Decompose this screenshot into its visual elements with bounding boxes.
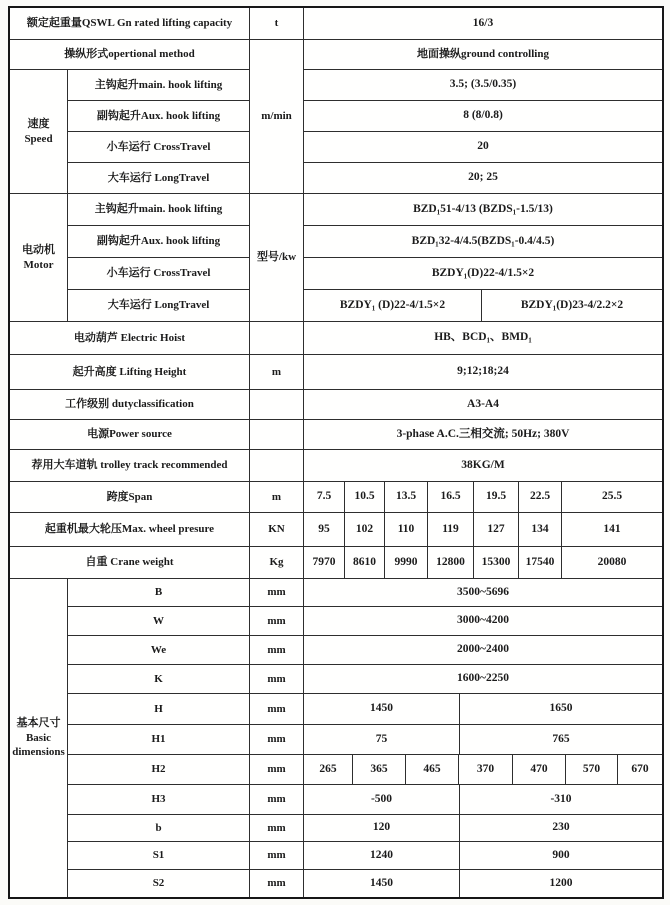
dim-label: S1 <box>68 842 250 870</box>
span-value: 13.5 <box>385 482 428 513</box>
crane-weight-value: 17540 <box>519 547 562 579</box>
crane-weight-value: 9990 <box>385 547 428 579</box>
dim-value-right: 230 <box>460 815 662 842</box>
dimensions-group-en1: Basic <box>25 731 52 744</box>
dimensions-group-en2: dimensions <box>12 746 65 759</box>
crane-weight-value: 20080 <box>562 547 662 579</box>
dim-value: 3500~5696 <box>304 579 662 607</box>
dim-value-left: 1240 <box>304 842 460 870</box>
span-unit: m <box>250 482 304 513</box>
dim-value-left: 1450 <box>304 694 460 725</box>
dim-value: 465 <box>406 755 459 785</box>
speed-unit-cell: m/min <box>250 40 304 194</box>
dim-row-S1 <box>68 842 662 870</box>
dim-unit: mm <box>250 607 304 636</box>
duty-classification-unit <box>250 390 304 420</box>
motor-aux-hook-label: 副钩起升Aux. hook lifting <box>68 226 250 258</box>
track-recommended-value: 38KG/M <box>304 450 662 482</box>
dim-row-H2 <box>68 755 662 785</box>
wheel-pressure-unit: KN <box>250 513 304 547</box>
speed-cross-travel-value: 20 <box>304 132 662 163</box>
motor-block <box>10 194 662 322</box>
wheel-pressure-value: 102 <box>345 513 385 547</box>
dim-label: H <box>68 694 250 725</box>
electric-hoist-label: 电动葫芦 Electric Hoist <box>10 322 250 355</box>
duty-classification-value: A3-A4 <box>304 390 662 420</box>
dim-row-H <box>68 694 662 725</box>
crane-weight-unit: Kg <box>250 547 304 579</box>
method-value: 地面操纵ground controlling <box>304 40 662 70</box>
dim-value-right: 1200 <box>549 876 573 889</box>
electric-hoist-value: HB、BCD₁、BMD₁ <box>304 322 662 355</box>
dim-unit: mm <box>250 665 304 694</box>
dim-unit: mm <box>250 579 304 607</box>
row-rated-capacity <box>10 8 662 40</box>
wheel-pressure-value: 119 <box>428 513 474 547</box>
speed-group-cell <box>10 70 68 194</box>
dim-row-H3 <box>68 785 662 815</box>
dim-label: H2 <box>68 755 250 785</box>
dim-unit: mm <box>250 842 304 870</box>
dim-row-H1 <box>68 725 662 755</box>
electric-hoist-unit <box>250 322 304 355</box>
rated-capacity-unit: t <box>250 8 304 40</box>
dim-label: H1 <box>68 725 250 755</box>
crane-spec-table <box>8 6 664 899</box>
motor-unit-cell: 型号/kw <box>250 194 304 322</box>
motor-main-hook-label: 主钩起升main. hook lifting <box>68 194 250 226</box>
lifting-height-unit: m <box>250 355 304 390</box>
speed-group-cn: 速度 <box>27 117 50 130</box>
wheel-pressure-value: 95 <box>304 513 345 547</box>
dim-value-right: 765 <box>460 725 662 755</box>
dim-row-K <box>68 665 662 694</box>
span-value: 10.5 <box>345 482 385 513</box>
motor-group-en: Motor <box>23 258 54 271</box>
dim-unit: mm <box>250 725 304 755</box>
wheel-pressure-value: 127 <box>474 513 519 547</box>
speed-aux-hook-label: 副钩起升Aux. hook lifting <box>68 101 250 132</box>
track-recommended-label: 荐用大车道轨 trolley track recommended <box>10 450 250 482</box>
dimensions-group-cn: 基本尺寸 <box>16 716 61 729</box>
row-crane-weight <box>10 547 662 579</box>
row-track-recommended <box>10 450 662 482</box>
dim-value: 370 <box>459 755 513 785</box>
dim-value: 2000~2400 <box>304 636 662 665</box>
row-electric-hoist <box>10 322 662 355</box>
speed-cross-travel-label: 小车运行 CrossTravel <box>68 132 250 163</box>
speed-long-travel-label: 大车运行 LongTravel <box>68 163 250 194</box>
dim-value-left: -500 <box>304 785 460 815</box>
dim-value-right: 900 <box>460 842 662 870</box>
dim-row-S2 <box>68 870 662 897</box>
span-value: 16.5 <box>428 482 474 513</box>
speed-group-en: Speed <box>24 132 53 145</box>
dim-row-We <box>68 636 662 665</box>
dim-value-right: 1650 <box>460 694 662 725</box>
motor-main-hook-value: BZD₁51-4/13 (BZDS₁-1.5/13) <box>304 194 662 226</box>
span-label: 跨度Span <box>10 482 250 513</box>
span-value: 25.5 <box>562 482 662 513</box>
rated-capacity-value: 16/3 <box>304 8 662 40</box>
span-value: 19.5 <box>474 482 519 513</box>
dim-unit: mm <box>250 755 304 785</box>
dim-label: H3 <box>68 785 250 815</box>
wheel-pressure-value: 141 <box>562 513 662 547</box>
speed-main-hook-label: 主钩起升main. hook lifting <box>68 70 250 101</box>
row-power-source <box>10 420 662 450</box>
dim-unit: mm <box>250 694 304 725</box>
dim-value-right: -310 <box>460 785 662 815</box>
speed-aux-hook-value: 8 (8/0.8) <box>304 101 662 132</box>
dim-unit: mm <box>250 636 304 665</box>
basic-dimensions-block <box>10 579 662 897</box>
row-lifting-height <box>10 355 662 390</box>
dim-label: K <box>68 665 250 694</box>
dimensions-group-cell <box>10 579 68 897</box>
dim-value: 570 <box>566 755 618 785</box>
dim-label: We <box>68 636 250 665</box>
dim-value: 670 <box>618 755 662 785</box>
dim-value: 365 <box>353 755 406 785</box>
rated-capacity-label: 额定起重量QSWL Gn rated lifting capacity <box>10 8 250 40</box>
row-wheel-pressure <box>10 513 662 547</box>
dim-value: 265 <box>304 755 353 785</box>
wheel-pressure-value: 110 <box>385 513 428 547</box>
dim-label: b <box>68 815 250 842</box>
motor-group-cn: 电动机 <box>22 243 55 256</box>
dim-row-B <box>68 579 662 607</box>
span-value: 7.5 <box>304 482 345 513</box>
motor-group-cell <box>10 194 68 322</box>
span-value: 22.5 <box>519 482 562 513</box>
dim-value: 3000~4200 <box>304 607 662 636</box>
crane-weight-value: 8610 <box>345 547 385 579</box>
motor-cross-travel-value: BZDY₁(D)22-4/1.5×2 <box>304 258 662 290</box>
dim-value-left: 1450 <box>304 870 460 897</box>
motor-cross-travel-label: 小车运行 CrossTravel <box>68 258 250 290</box>
lifting-height-label: 起升高度 Lifting Height <box>10 355 250 390</box>
dim-row-W <box>68 607 662 636</box>
motor-long-travel-value-right: BZDY₁(D)23-4/2.2×2 <box>482 290 662 322</box>
dim-value: 470 <box>513 755 566 785</box>
dim-unit: mm <box>250 785 304 815</box>
dim-label: B <box>68 579 250 607</box>
wheel-pressure-value: 134 <box>519 513 562 547</box>
dim-label: S2 <box>68 870 250 897</box>
power-source-label: 电源Power source <box>10 420 250 450</box>
crane-weight-label: 自重 Crane weight <box>10 547 250 579</box>
track-recommended-unit <box>250 450 304 482</box>
motor-long-travel-value-left: BZDY₁ (D)22-4/1.5×2 <box>304 290 482 322</box>
power-source-unit <box>250 420 304 450</box>
wheel-pressure-label: 起重机最大轮压Max. wheel presure <box>10 513 250 547</box>
crane-weight-value: 7970 <box>304 547 345 579</box>
lifting-height-value: 9;12;18;24 <box>304 355 662 390</box>
duty-classification-label: 工作级别 dutyclassification <box>10 390 250 420</box>
dim-unit: mm <box>250 815 304 842</box>
speed-long-travel-value: 20; 25 <box>304 163 662 194</box>
speed-main-hook-value: 3.5; (3.5/0.35) <box>304 70 662 101</box>
dim-value: 1600~2250 <box>304 665 662 694</box>
dim-value-left: 120 <box>304 815 460 842</box>
power-source-value: 3-phase A.C.三相交流; 50Hz; 380V <box>304 420 662 450</box>
dim-value-left: 75 <box>304 725 460 755</box>
crane-weight-value: 15300 <box>474 547 519 579</box>
row-duty-classification <box>10 390 662 420</box>
crane-weight-value: 12800 <box>428 547 474 579</box>
dim-unit: mm <box>250 870 304 897</box>
motor-long-travel-label: 大车运行 LongTravel <box>68 290 250 322</box>
method-speed-block <box>10 40 662 194</box>
row-span <box>10 482 662 513</box>
dim-row-b <box>68 815 662 842</box>
dim-label: W <box>68 607 250 636</box>
method-label: 操纵形式opertional method <box>10 40 250 70</box>
motor-aux-hook-value: BZD₁32-4/4.5(BZDS₁-0.4/4.5) <box>304 226 662 258</box>
